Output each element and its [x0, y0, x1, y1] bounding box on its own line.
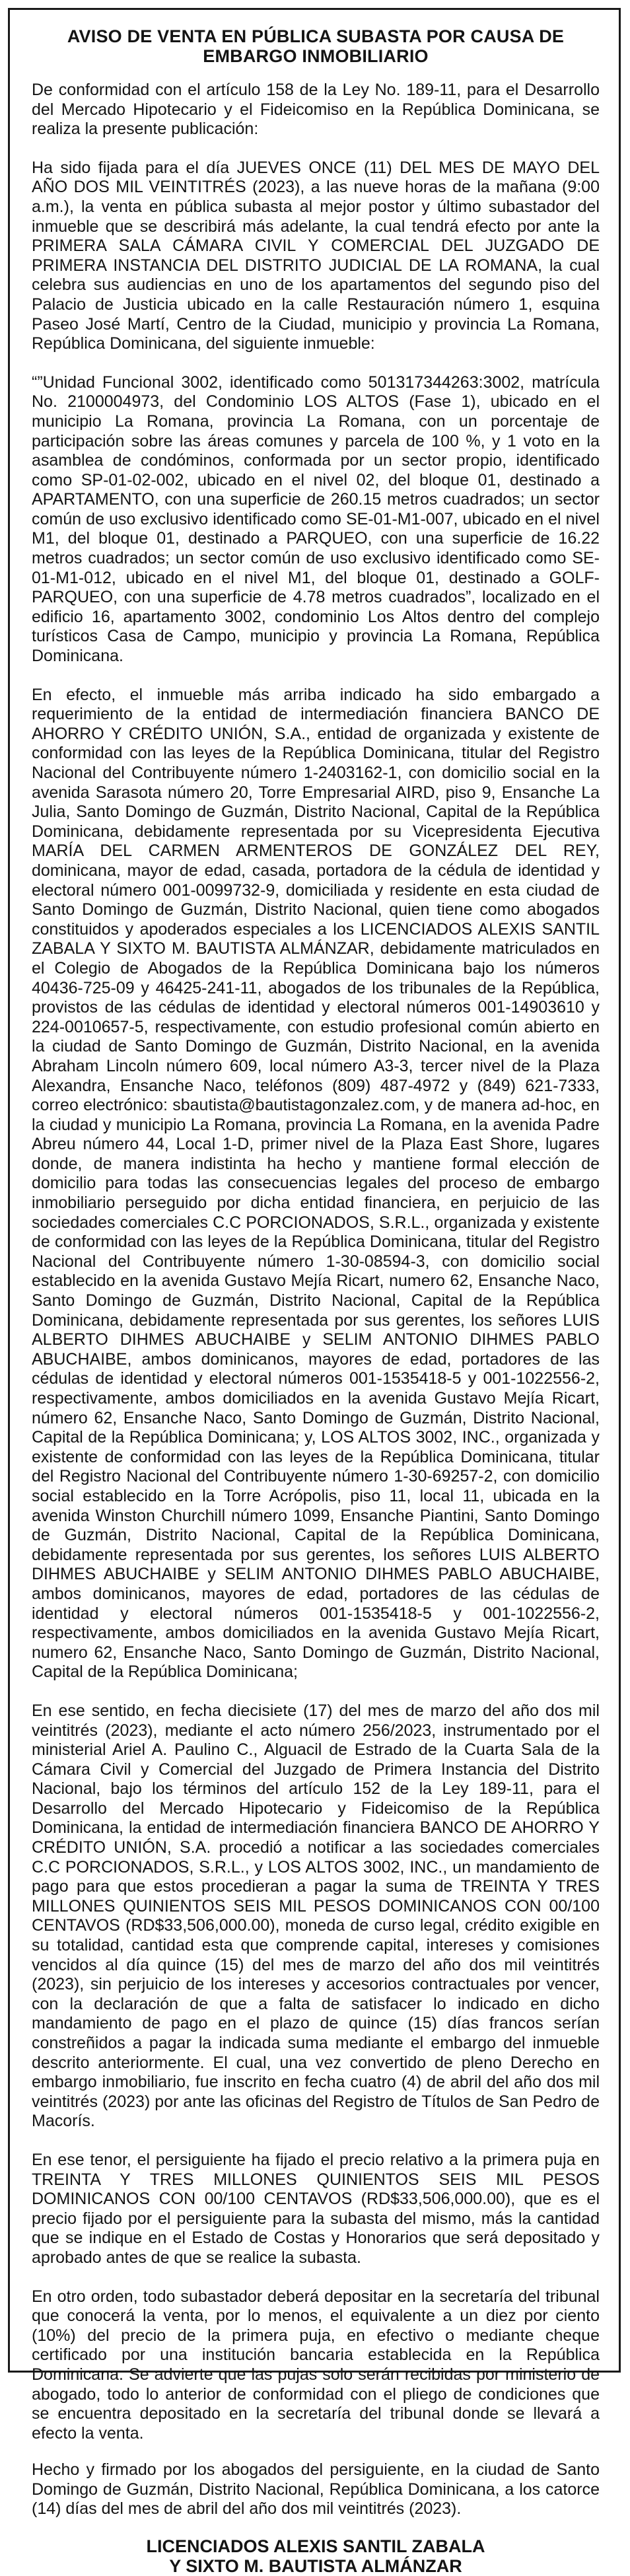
signature-line: Y SIXTO M. BAUTISTA ALMÁNZAR: [169, 2556, 462, 2576]
notice-title: AVISO DE VENTA EN PÚBLICA SUBASTA POR CAUSA DE EMBARGO INMOBILIARIO: [67, 26, 565, 66]
signature-line: LICENCIADOS ALEXIS SANTIL ZABALA: [146, 2536, 485, 2557]
first-bid-price-paragraph: En ese tenor, el persiguiente ha fijado el precio relativo a la primera puja en TREINTA Y TRES MILLONES QUINIENTOS SEIS MIL PESOS DOMINICANOS CON 00/100 CENTAVOS (RD$33,506,000.00), que es el precio fijado por el persiguiente para la subasta del mismo, más la cantidad que se indique en el Estado de Costas y Honorarios que será depositado y aprobado antes de que se realice la subasta.: [32, 2150, 600, 2267]
seizure-parties-paragraph: En efecto, el inmueble más arriba indicado ha sido embargado a requerimiento de la entidad de intermediación financiera BANCO DE AHORRO Y CRÉDITO UNIÓN, S.A., entidad de organizada y existente de conformidad con las leyes de la República Dominicana, titular del Registro Nacional del Contribuyente número 1-2403162-1, con domicilio social en la avenida Sarasota número 20, Torre Empresarial AIRD, piso 9, Ensanche La Julia, Santo Domingo de Guzmán, Distrito Nacional, Capital de la República Dominicana, debidamente representada por su Vicepresidenta Ejecutiva MARÍA DEL CARMEN ARMENTEROS DE GONZÁLEZ DEL REY, dominicana, mayor de edad, casada, portadora de la cédula de identidad y electoral número 001-0099732-9, domiciliada y residente en esta ciudad de Santo Domingo de Guzmán, Distrito Nacional, quien tiene como abogados constituidos y apoderados especiales a los LICENCIADOS ALEXIS SANTIL ZABALA Y SIXTO M. BAUTISTA ALMÁNZAR, debidamente matriculados en el Colegio de Abogados de la República Dominicana bajo los números 40436-725-09 y 46425-241-11, abogados de los tribunales de la República, provistos de las cédulas de identidad y electoral números 001-14903610 y 224-0010657-5, respectivamente, con estudio profesional común abierto en la ciudad de Santo Domingo de Guzmán, Distrito Nacional, en la avenida Abraham Lincoln número 609, local número A3-3, tercer nivel de la Plaza Alexandra, Ensanche Naco, teléfonos (809) 487-4972 y (849) 621-7333, correo electrónico: sbautista@bautistagonzalez.com, y de manera ad-hoc, en la ciudad y municipio La Romana, provincia La Romana, en la avenida Padre Abreu número 44, Local 1-D, primer nivel de la Plaza East Shore, lugares donde, de manera indistinta ha hecho y mantiene formal elección de domicilio para todas las consecuencias legales del proceso de embargo inmobiliario perseguido por dicha entidad financiera, en perjuicio de las sociedades comerciales C.C PORCIONADOS, S.R.L., organizada y existente de conformidad con las leyes de la República Dominicana, titular del Registro Nacional del Contribuyente número 1-30-08594-3, con domicilio social establecido en la avenida Gustavo Mejía Ricart, numero 62, Ensanche Naco, Santo Domingo de Guzmán, Distrito Nacional, Capital de la República Dominicana, debidamente representada por sus gerentes, los señores LUIS ALBERTO DIHMES ABUCHAIBE y SELIM ANTONIO DIHMES PABLO ABUCHAIBE, ambos dominicanos, mayores de edad, portadores de las cédulas de identidad y electoral números 001-1535418-5 y 001-1022556-2, respectivamente, ambos domiciliados en la avenida Gustavo Mejía Ricart, número 62, Ensanche Naco, Santo Domingo de Guzmán, Distrito Nacional, Capital de la República Dominicana; y, LOS ALTOS 3002, INC., organizada y existente de conformidad con las leyes de la República Dominicana, titular del Registro Nacional del Contribuyente número 1-30-69257-2, con domicilio social establecido en la Torre Acrópolis, piso 11, local 11, ubicada en la avenida Winston Churchill número 1099, Ensanche Piantini, Santo Domingo de Guzmán, Distrito Nacional, Capital de la República Dominicana, debidamente representada por sus gerentes, los señores LUIS ALBERTO DIHMES ABUCHAIBE y SELIM ANTONIO DIHMES PABLO ABUCHAIBE, ambos dominicanos, mayores de edad, portadores de las cédulas de identidad y electoral números 001-1535418-5 y 001-1022556-2, respectivamente, ambos domiciliados en la avenida Gustavo Mejía Ricart, numero 62, Ensanche Naco, Santo Domingo de Guzmán, Distrito Nacional, Capital de la República Dominicana;: [32, 685, 600, 1682]
auction-date-paragraph: Ha sido fijada para el día JUEVES ONCE (11) DEL MES DE MAYO DEL AÑO DOS MIL VEINTITRÉS (2023), a las nueve horas de la mañana (9:00 a.m.), la venta en pública subasta al mejor postor y último subastador del inmueble que se describirá más adelante, la cual tendrá efecto por ante la PRIMERA SALA CÁMARA CIVIL Y COMERCIAL DEL JUZGADO DE PRIMERA INSTANCIA DEL DISTRITO JUDICIAL DE LA ROMANA, la cual celebra sus audiencias en uno de los apartamentos del segundo piso del Palacio de Justicia ubicado en la calle Restauración número 1, esquina Paseo José Martí, Centro de la Ciudad, municipio y provincia La Romana, República Dominicana, del siguiente inmueble:: [32, 158, 600, 353]
signing-date-paragraph: Hecho y firmado por los abogados del persiguiente, en la ciudad de Santo Domingo de Guzmán, Distrito Nacional, República Dominicana, a los catorce (14) días del mes de abril del año dos mil veintitrés (2023).: [32, 2460, 600, 2519]
payment-order-paragraph: En ese sentido, en fecha diecisiete (17) del mes de marzo del año dos mil veintitrés (2023), mediante el acto número 256/2023, instrumentado por el ministerial Ariel A. Paulino C., Alguacil de Estrado de la Cuarta Sala de la Cámara Civil y Comercial del Juzgado de Primera Instancia del Distrito Nacional, bajo los términos del artículo 152 de la Ley 189-11, para el Desarrollo del Mercado Hipotecario y Fideicomiso de la República Dominicana, la entidad de intermediación financiera BANCO DE AHORRO Y CRÉDITO UNIÓN, S.A. procedió a notificar a las sociedades comerciales C.C PORCIONADOS, S.R.L., y LOS ALTOS 3002, INC., un mandamiento de pago para que estos procedieran a pagar la suma de TREINTA Y TRES MILLONES QUINIENTOS SEIS MIL PESOS DOMINICANOS CON 00/100 CENTAVOS (RD$33,506,000.00), moneda de curso legal, crédito exigible en su totalidad, cantidad esta que comprende capital, intereses y comisiones vencidos al día quince (15) del mes de marzo del año dos mil veintitrés (2023), sin perjuicio de los intereses y accesorios contractuales por vencer, con la declaración de que a falta de satisfacer lo indicado en dicho mandamiento de pago en el plazo de quince (15) días francos serían constreñidos a pagar la indicada suma mediante el embargo del inmueble descrito anteriormente. El cual, una vez convertido de pleno Derecho en embargo inmobiliario, fue inscrito en fecha cuatro (4) de abril del año dos mil veintitrés (2023) por ante las oficinas del Registro de Títulos de San Pedro de Macorís.: [32, 1701, 600, 2131]
property-description-paragraph: “”Unidad Funcional 3002, identificado como 501317344263:3002, matrícula No. 2100004973, del Condominio LOS ALTOS (Fase 1), ubicado en el municipio La Romana, provincia La Romana, con un porcentaje de participación sobre las áreas comunes y parcela de 100 %, y 1 voto en la asamblea de condóminos, conformada por un sector propio, identificado como SP-01-02-002, ubicado en el nivel 02, del bloque 01, destinado a APARTAMENTO, con una superficie de 260.15 metros cuadrados; un sector común de uso exclusivo identificado como SE-01-M1-007, ubicado en el nivel M1, del bloque 01, destinado a PARQUEO, con una superficie de 16.22 metros cuadrados; un sector común de uso exclusivo identificado como SE-01-M1-012, ubicado en el nivel M1, del bloque 01, destinado a GOLF-PARQUEO, con una superficie de 4.78 metros cuadrados”, localizado en el edificio 16, apartamento 3002, condominio Los Altos dentro del complejo turísticos Casa de Campo, municipio y provincia La Romana, República Dominicana.: [32, 373, 600, 666]
signature-block: [32, 2536, 600, 2576]
intro-paragraph: De conformidad con el artículo 158 de la Ley No. 189-11, para el Desarrollo del Mercado Hipotecario y el Fideicomiso en la República Dominicana, se realiza la presente publicación:: [32, 81, 600, 139]
bidder-deposit-paragraph: En otro orden, todo subastador deberá depositar en la secretaría del tribunal que conocerá la venta, por lo menos, el equivalente a un diez por ciento (10%) del precio de la primera puja, en efectivo o mediante cheque certificado por una institución bancaria establecida en la República Dominicana. Se advierte que las pujas solo serán recibidas por ministerio de abogado, todo lo anterior de conformidad con el pliego de condiciones que se encuentra depositado en la secretaría del tribunal donde se llevará a efecto la venta.: [32, 2287, 600, 2443]
legal-notice: [32, 26, 600, 2576]
